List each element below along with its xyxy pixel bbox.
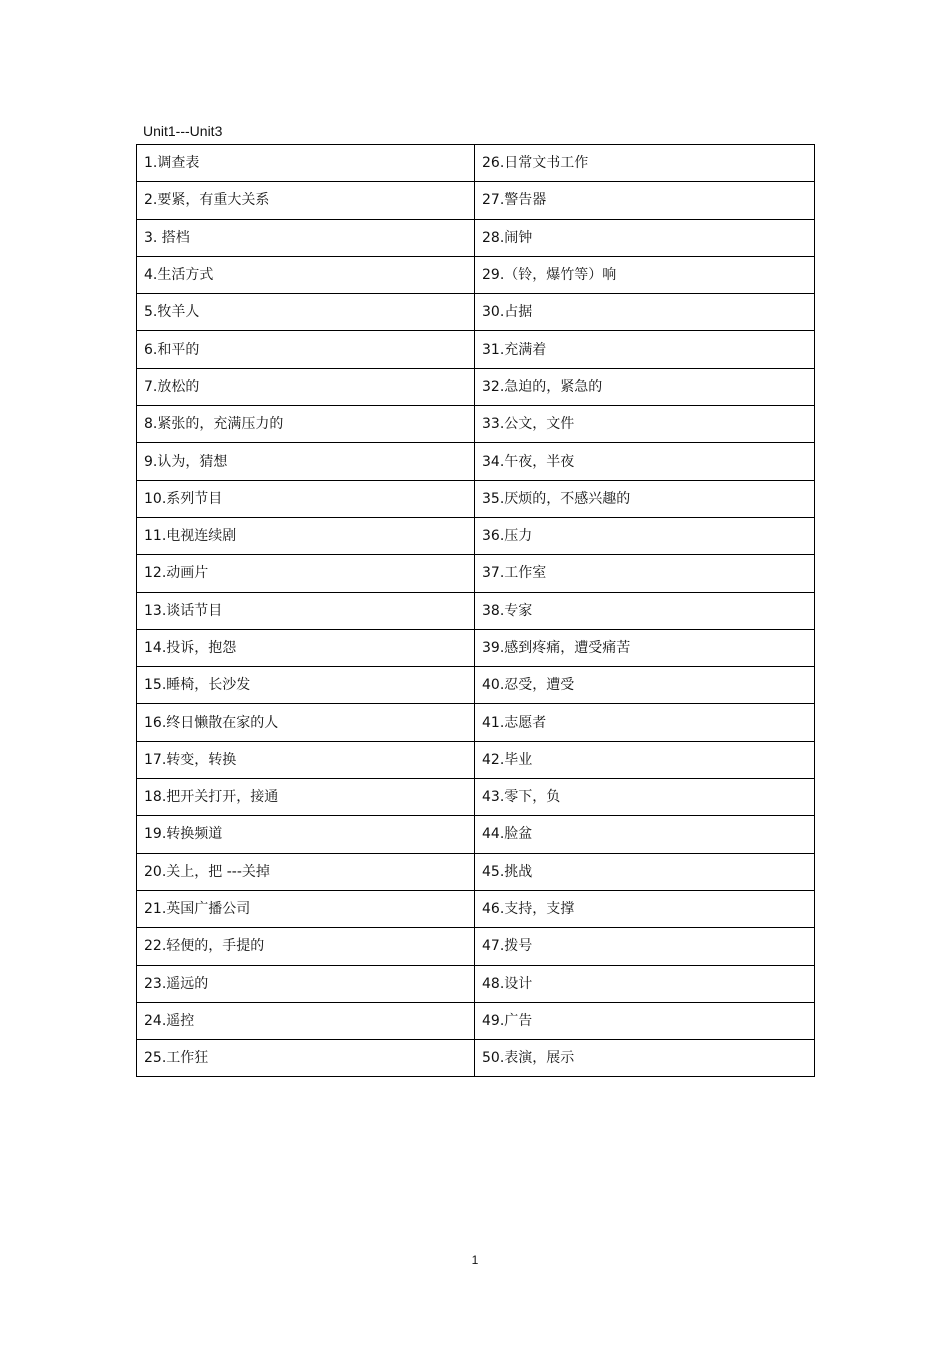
- vocab-cell-left: 13.谈话节目: [137, 592, 475, 629]
- table-row: [137, 294, 815, 331]
- table-row: [137, 145, 815, 182]
- vocab-cell-right: 27.警告器: [475, 182, 815, 219]
- vocab-cell-right: 45.挑战: [475, 853, 815, 890]
- table-row: [137, 219, 815, 256]
- table-row: [137, 256, 815, 293]
- vocab-cell-right: 33.公文，文件: [475, 406, 815, 443]
- table-row: [137, 629, 815, 666]
- vocab-cell-left: 4.生活方式: [137, 256, 475, 293]
- vocab-cell-left: 2.要紧，有重大关系: [137, 182, 475, 219]
- vocab-cell-right: 26.日常文书工作: [475, 145, 815, 182]
- table-row: [137, 853, 815, 890]
- vocab-cell-right: 44.脸盆: [475, 816, 815, 853]
- vocab-cell-left: 15.睡椅，长沙发: [137, 667, 475, 704]
- table-row: [137, 331, 815, 368]
- table-row: [137, 555, 815, 592]
- table-row: [137, 1040, 815, 1077]
- vocab-cell-left: 14.投诉，抱怨: [137, 629, 475, 666]
- table-row: [137, 890, 815, 927]
- vocabulary-table: [136, 144, 815, 1077]
- table-row: [137, 443, 815, 480]
- vocab-cell-right: 40.忍受，遭受: [475, 667, 815, 704]
- vocab-cell-left: 17.转变，转换: [137, 741, 475, 778]
- vocab-cell-right: 32.急迫的，紧急的: [475, 368, 815, 405]
- vocab-cell-left: 8.紧张的，充满压力的: [137, 406, 475, 443]
- vocab-cell-left: 3. 搭档: [137, 219, 475, 256]
- table-row: [137, 480, 815, 517]
- vocab-cell-right: 43.零下，负: [475, 779, 815, 816]
- table-row: [137, 779, 815, 816]
- vocab-cell-left: 1.调查表: [137, 145, 475, 182]
- table-row: [137, 592, 815, 629]
- vocab-cell-left: 16.终日懒散在家的人: [137, 704, 475, 741]
- table-row: [137, 704, 815, 741]
- vocab-cell-right: 50.表演，展示: [475, 1040, 815, 1077]
- vocab-cell-right: 35.厌烦的，不感兴趣的: [475, 480, 815, 517]
- table-row: [137, 928, 815, 965]
- vocab-cell-right: 38.专家: [475, 592, 815, 629]
- table-row: [137, 965, 815, 1002]
- vocab-cell-right: 28.闹钟: [475, 219, 815, 256]
- document-heading: Unit1---Unit3: [143, 123, 223, 139]
- vocab-cell-right: 41.志愿者: [475, 704, 815, 741]
- vocab-cell-right: 42.毕业: [475, 741, 815, 778]
- vocab-cell-left: 24.遥控: [137, 1002, 475, 1039]
- vocab-cell-right: 31.充满着: [475, 331, 815, 368]
- vocab-cell-left: 19.转换频道: [137, 816, 475, 853]
- vocab-cell-left: 25.工作狂: [137, 1040, 475, 1077]
- vocab-cell-right: 29.（铃，爆竹等）响: [475, 256, 815, 293]
- vocab-cell-right: 48.设计: [475, 965, 815, 1002]
- vocab-cell-right: 49.广告: [475, 1002, 815, 1039]
- table-row: [137, 517, 815, 554]
- vocab-cell-left: 7.放松的: [137, 368, 475, 405]
- table-row: [137, 741, 815, 778]
- vocab-cell-right: 36.压力: [475, 517, 815, 554]
- vocab-cell-right: 46.支持，支撑: [475, 890, 815, 927]
- vocab-cell-right: 37.工作室: [475, 555, 815, 592]
- page-number: 1: [471, 1253, 479, 1267]
- vocab-cell-left: 5.牧羊人: [137, 294, 475, 331]
- vocab-cell-left: 10.系列节目: [137, 480, 475, 517]
- vocab-cell-left: 20.关上，把 ---关掉: [137, 853, 475, 890]
- vocab-cell-right: 47.拨号: [475, 928, 815, 965]
- table-row: [137, 182, 815, 219]
- vocab-cell-right: 30.占据: [475, 294, 815, 331]
- vocab-cell-left: 18.把开关打开，接通: [137, 779, 475, 816]
- vocab-cell-right: 39.感到疼痛，遭受痛苦: [475, 629, 815, 666]
- vocab-cell-left: 22.轻便的，手提的: [137, 928, 475, 965]
- vocab-cell-left: 6.和平的: [137, 331, 475, 368]
- vocab-cell-left: 12.动画片: [137, 555, 475, 592]
- vocabulary-table-body: [137, 145, 815, 1077]
- vocab-cell-left: 23.遥远的: [137, 965, 475, 1002]
- table-row: [137, 406, 815, 443]
- table-row: [137, 667, 815, 704]
- table-row: [137, 816, 815, 853]
- vocab-cell-left: 9.认为，猜想: [137, 443, 475, 480]
- vocab-cell-right: 34.午夜，半夜: [475, 443, 815, 480]
- vocab-cell-left: 11.电视连续剧: [137, 517, 475, 554]
- table-row: [137, 368, 815, 405]
- table-row: [137, 1002, 815, 1039]
- vocab-cell-left: 21.英国广播公司: [137, 890, 475, 927]
